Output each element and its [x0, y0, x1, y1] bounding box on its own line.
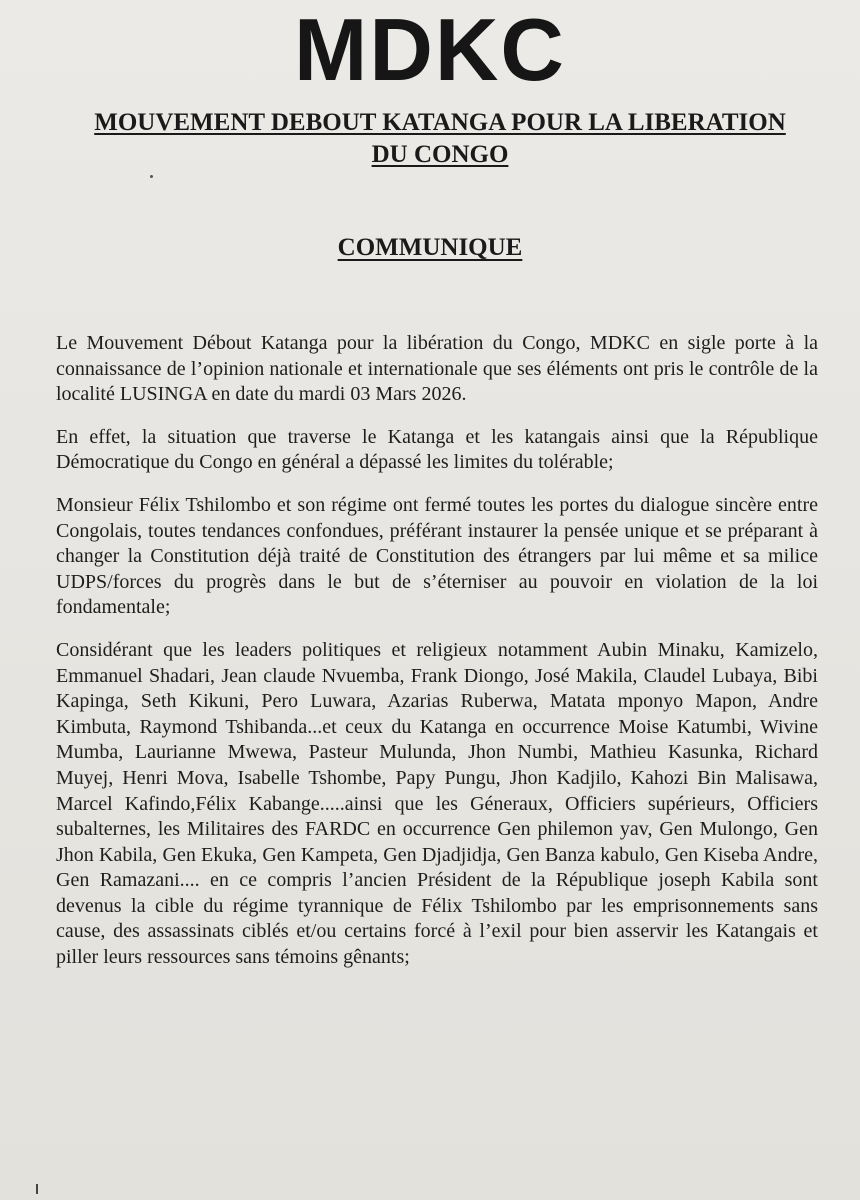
paragraph-situation: En effet, la situation que traverse le Katanga et les katangais ainsi que la République Démocratique du Congo en général a dépassé les limites du tolérable;: [56, 425, 818, 474]
paragraph-regime: Monsieur Félix Tshilombo et son régime ont fermé toutes les portes du dialogue sincère entre Congolais, toutes tendances confondues, préférant instaurer la pensée unique et se préparant à changer la Constitution déjà traité de Constitution des étrangers par lui même et sa milice UDPS/forces du progrès dans le but de s’éterniser au pouvoir en violation de la loi fondamentale;: [56, 493, 818, 619]
document-acronym: MDKC: [294, 0, 566, 99]
paragraph-considerant: Considérant que les leaders politiques et religieux notamment Aubin Minaku, Kamizelo, Emmanuel Shadari, Jean claude Nvuemba, Frank Diongo, José Makila, Claudel Lubaya, Bibi Kapinga, Seth Kikuni, Pero Luwara, Azarias Ruberwa, Matata mponyo Mapon, Andre Kimbuta, Raymond Tshibanda...et ceux du Katanga en occurrence Moise Katumbi, Wivine Mumba, Laurianne Mwewa, Pasteur Mulunda, Jhon Numbi, Mathieu Kasunka, Richard Muyej, Henri Mova, Isabelle Tshombe, Papy Pungu, Jhon Kadjilo, Kahozi Bin Malisawa, Marcel Kafindo,Félix Kabange.....ainsi que les Géneraux, Officiers supérieurs, Officiers subalternes, les Militaires des FARDC en occurrence Gen philemon yav, Gen Mulongo, Gen Jhon Kabila, Gen Ekuka, Gen Kampeta, Gen Djadjidja, Gen Banza kabulo, Gen Kiseba Andre, Gen Ramazani.... en ce compris l’ancien Président de la République joseph Kabila sont devenus la cible du régime tyrannique de Félix Tshilombo par les emprisonnements sans cause, des assassinats ciblés et/ou certains forcé à l’exil pour bien asservir les Katangais et piller leurs ressources sans témoins gênants;: [56, 638, 818, 969]
communique-heading-text: COMMUNIQUE: [337, 234, 523, 261]
paper-speck: [150, 175, 153, 178]
movement-name: [40, 107, 840, 171]
communique-heading: [0, 232, 860, 264]
communique-body: [56, 331, 818, 988]
movement-name-line-2: DU CONGO: [371, 141, 509, 168]
page-edge-mark: [36, 1184, 38, 1194]
paragraph-announcement: Le Mouvement Débout Katanga pour la libération du Congo, MDKC en sigle porte à la connaissance de l’opinion nationale et internationale que ses éléments ont pris le contrôle de la localité LUSINGA en date du mardi 03 Mars 2026.: [56, 332, 818, 406]
movement-name-line-1: MOUVEMENT DEBOUT KATANGA POUR LA LIBERATION: [94, 109, 786, 136]
